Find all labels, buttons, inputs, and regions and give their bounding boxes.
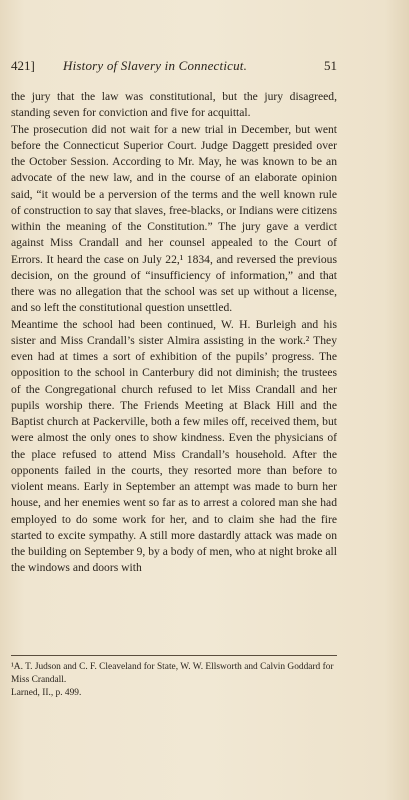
paragraph-1: the jury that the law was constitutional, but the jury disagreed, standing seven for conviction and five for acquittal. xyxy=(11,90,337,120)
header-title: History of Slavery in Connecticut. xyxy=(63,58,248,73)
footnote-2: Larned, II., p. 499. xyxy=(11,688,82,698)
page-number: 51 xyxy=(324,58,337,73)
header-page-range: 421] xyxy=(11,58,35,73)
footnote-divider xyxy=(11,655,337,656)
paragraph-3: Meantime the school had been continued, W. H. Burleigh and his sister and Miss Crandall’s sister Almira assisting in the work.² They even had at times a sort of exhibition of the pupils’ progress. The opposition to the school in Canterbury did not diminish; the trustees of the Congregational church refused to let Miss Crandall and her pupils worship there. The Friends Meeting at Black Hill and the Baptist church at Packerville, both a few miles off, received them, but were almost the only ones to show kindness. Even the physicians of the place refused to attend Miss Crandall’s household. After the opponents failed in the courts, they resorted more than before to violent means. Early in September an attempt was made to burn her house, and her enemies went so far as to arrest a colored man she had employed to do some work for her, and to claim she had the fire started to excite sympathy. A still more dastardly attack was made on the building on September 9, by a body of men, who at night broke all the windows and doors with xyxy=(11,317,337,575)
paragraph-2: The prosecution did not wait for a new trial in December, but went before the Connecticut Superior Court. Judge Daggett presided over the October Session. According to Mr. May, he was known to be an advocate of the new law, and in the course of an elaborate opinion said, “it would be a perversion of the terms and the well known rule of construction to say that slaves, free-blacks, or Indians were citizens within the meaning of the Constitution.” The jury gave a verdict against Miss Crandall and her counsel appealed to the Court of Errors. It heard the case on July 22,¹ 1834, and reversed the previous decision, on the ground of “insufficiency of information,” and that there was no allegation that the school was set up without a license, and so left the constitutional question unsettled. xyxy=(11,122,337,315)
footnote-1: ¹A. T. Judson and C. F. Cleaveland for State, W. W. Ellsworth and Calvin Goddard for Miss Crandall. xyxy=(11,662,334,685)
footnotes xyxy=(11,661,337,700)
running-header xyxy=(11,56,337,76)
body-text xyxy=(11,89,337,577)
